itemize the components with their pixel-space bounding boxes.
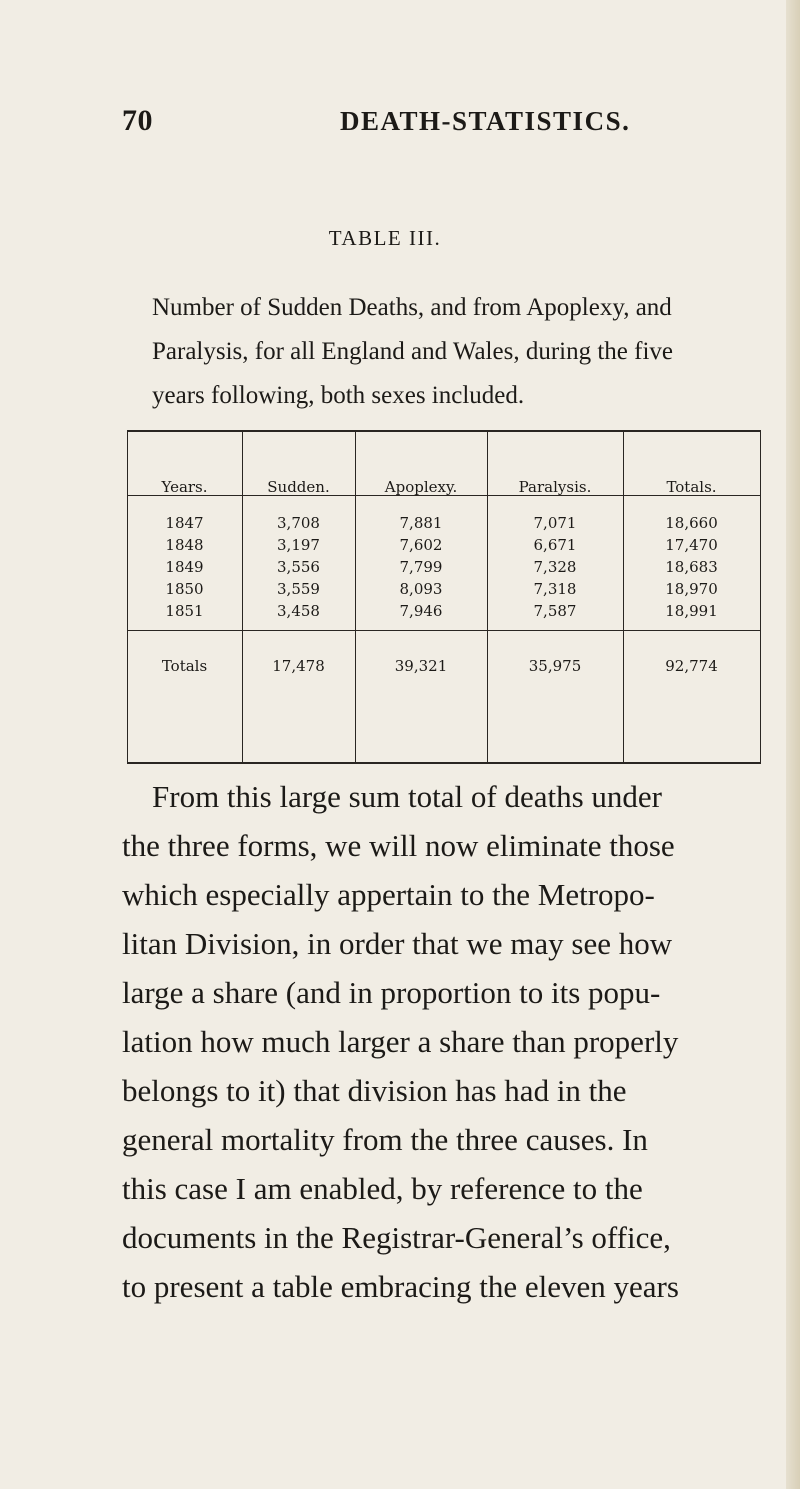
table-cell: 7,946 [399,602,443,620]
paralysis-column [487,512,623,622]
body-line: this case I am enabled, by reference to the [122,1171,643,1206]
table-cell: 3,458 [277,602,320,620]
table-cell: 3,197 [277,536,320,554]
caption-line: years following, both sexes included. [152,382,525,409]
table-cell: 1848 [165,536,204,554]
running-title: DEATH-STATISTICS. [340,106,631,136]
totals-rule [127,630,761,631]
apoplexy-column [355,512,487,622]
table-cell: 7,881 [399,514,443,532]
table-cell: 7,587 [533,602,577,620]
column-header-paralysis: Paralysis. [518,478,592,496]
totals-row-cell: 92,774 [665,657,718,675]
totals-row-label: Totals [161,657,208,675]
table-title: TABLE III. [328,226,442,250]
body-line: documents in the Registrar-General’s office, [122,1220,671,1255]
table-cell: 6,671 [533,536,577,554]
page-number: 70 [122,104,153,137]
body-line: lation how much larger a share than properly [122,1024,679,1059]
table-cell: 1850 [165,580,204,598]
body-line: general mortality from the three causes. In [122,1122,648,1157]
table-cell: 3,708 [277,514,320,532]
running-head [122,104,702,144]
caption-line: Paralysis, for all England and Wales, during the five [152,338,674,365]
table-cell: 18,660 [665,514,718,532]
table-cell: 7,071 [533,514,577,532]
column-header-apoplexy: Apoplexy. [384,478,458,496]
table-cell: 7,328 [533,558,577,576]
table-cell: 18,991 [665,602,718,620]
body-line: to present a table embracing the eleven years [122,1269,679,1304]
body-paragraph [122,772,762,1311]
table-cell: 17,470 [665,536,718,554]
table-cell: 3,559 [277,580,320,598]
table-cell: 18,683 [665,558,718,576]
table-cell: 8,093 [399,580,443,598]
body-line: large a share (and in proportion to its popu- [122,975,661,1010]
column-divider [760,430,761,764]
table-caption [122,286,758,418]
table-cell: 3,556 [277,558,320,576]
table-cell: 7,602 [399,536,443,554]
caption-line: Number of Sudden Deaths, and from Apoplexy, and [152,294,672,321]
table-cell: 18,970 [665,580,718,598]
table-cell: 7,318 [533,580,577,598]
body-line: which especially appertain to the Metropo- [122,877,655,912]
column-header-sudden: Sudden. [267,478,330,496]
body-line: the three forms, we will now eliminate those [122,828,675,863]
table-cell: 7,799 [399,558,443,576]
death-statistics-table [127,430,761,764]
table-bottom-rule [127,762,761,764]
column-header-totals: Totals. [666,478,717,496]
body-line: belongs to it) that division has had in the [122,1073,627,1108]
totals-row-cell: 39,321 [394,657,448,675]
page-edge [786,0,800,1489]
sudden-column [242,512,355,622]
body-line: litan Division, in order that we may see how [122,926,673,961]
table-cell: 1849 [165,558,204,576]
column-header-years: Years. [161,478,208,496]
table-cell: 1851 [165,602,204,620]
totals-row-cell: 17,478 [272,657,325,675]
table-top-rule [127,430,761,432]
totals-row-cell: 35,975 [528,657,582,675]
body-line: From this large sum total of deaths under [152,779,662,814]
totals-column [623,512,760,622]
table-cell: 1847 [165,514,204,532]
years-column [127,512,242,622]
